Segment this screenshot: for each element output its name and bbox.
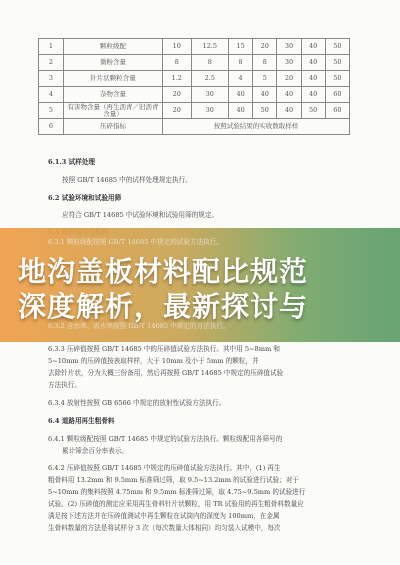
table-cell: 40 — [229, 87, 253, 103]
table-cell: 8 — [253, 55, 277, 71]
table-cell: 60 — [325, 103, 349, 119]
table-cell: 30 — [277, 39, 301, 55]
text-line: 6.4.2 压碎值按照 GB/T 14685 中规定的压碎值试验方法执行。其中，(1) 再生 — [48, 464, 281, 472]
text-line: 累计筛余百分率表示。 — [62, 447, 128, 455]
table-cell: 20 — [163, 87, 192, 103]
table-cell: 40 — [301, 55, 325, 71]
table-cell: 40 — [301, 87, 325, 103]
table-cell: 40 — [277, 103, 301, 119]
table-cell: 50 — [325, 39, 349, 55]
table-cell: 20 — [277, 71, 301, 87]
table-cell: 40 — [277, 87, 301, 103]
text-line: 6.3.3 压碎值按照 GB/T 14685 中的压碎值试验方法执行。其中用 5~8mm 和 — [48, 345, 280, 353]
text-line: 6.4 道路用再生粗骨料 — [48, 417, 115, 425]
table-cell: 30 — [191, 87, 228, 103]
table-row — [39, 55, 350, 71]
text-line: 应符合 GB/T 14685 中试验环境和试验用筛的规定。 — [62, 211, 219, 219]
table-cell: 40 — [253, 87, 277, 103]
row-item-name: 杂物含量 — [64, 87, 163, 103]
table-cell: 1.2 — [163, 71, 192, 87]
table-cell: 40 — [301, 71, 325, 87]
text-line: 生骨料数量的方法是将试样分 3 次（每次数量大体相同）均匀装入试模中，每次 — [48, 524, 281, 532]
table-cell: 4 — [229, 71, 253, 87]
table-cell: 50 — [325, 55, 349, 71]
text-line: 试验。(2) 压碎值的测定应采用再生骨料针片状颗粒，用 TR 试验用的再生粗骨料数量应 — [48, 500, 304, 508]
table-cell: 40 — [301, 39, 325, 55]
row-index: 4 — [39, 87, 64, 103]
table-cell: 15 — [229, 39, 253, 55]
row-index: 6 — [39, 119, 64, 135]
table-cell: 30 — [277, 55, 301, 71]
table-cell: 50 — [301, 103, 325, 119]
row-index: 5 — [39, 103, 64, 119]
banner-background-text: 6.3.2 含水率、吸水率按照 GB/T 14685 中规定的方法执行。 — [48, 322, 230, 330]
text-line: 6.4.1 颗粒级配按照 GB/T 14685 中规定的试验方法执行。颗粒级配用各筛号的 — [48, 435, 283, 443]
text-line: 6.1.3 试样处理 — [48, 158, 96, 166]
table-cell: 50 — [325, 71, 349, 87]
row-item-name: 压碎指标 — [64, 119, 163, 135]
table-cell: 8 — [191, 55, 228, 71]
table-cell: 8 — [163, 55, 192, 71]
text-line: 粗骨料用 13.2mm 和 9.5mm 标准筛过筛，取 9.5~13.2mm 的试验进行试验；对于 — [48, 476, 300, 484]
text-line: 方法执行。 — [48, 381, 81, 389]
row-item-name: 针片状颗粒含量 — [64, 71, 163, 87]
text-line: 按照 GB/T 14685 中的试样处理规定执行。 — [62, 176, 192, 184]
text-line: 5~10mm 的压碎值按表取样样，大于 10mm 及小于 5mm 的颗粒，并 — [48, 357, 259, 365]
row-item-name: 颗粒级配 — [64, 39, 163, 55]
table-cell: 按照试验结果的实收数取样样 — [163, 119, 350, 135]
text-line: 满足按下述方法并在压碎值测试中再生颗粒在试筒内的深度为 100mm，在金属 — [48, 512, 280, 520]
table-cell: 20 — [163, 103, 192, 119]
text-line: 5~10mm 的集料按照 4.75mm 和 9.5mm 标准筛过筛，取 4.75~9.5mm 的试验进行 — [48, 488, 306, 496]
table-cell: 12.5 — [191, 39, 228, 55]
table-cell: 50 — [253, 103, 277, 119]
table-cell: 30 — [191, 103, 228, 119]
row-item-name: 有害物含量（再生沥青／旧沥青含量） — [64, 103, 163, 119]
row-item-name: 微粉含量 — [64, 55, 163, 71]
text-line: 6.3.4 放射性按照 GB 6566 中规定的放射性试验方法执行。 — [48, 399, 226, 407]
table-row — [39, 103, 350, 119]
table-cell: 8 — [229, 55, 253, 71]
table-cell: 40 — [229, 103, 253, 119]
table-row — [39, 71, 350, 87]
table-cell: 5 — [253, 71, 277, 87]
row-index: 1 — [39, 39, 64, 55]
table-row — [39, 87, 350, 103]
row-index: 2 — [39, 55, 64, 71]
table-cell: 10 — [163, 39, 192, 55]
text-line: 6.2 试验环境和试验用筛 — [48, 194, 122, 202]
text-line: 去除针片状，分为大概三份备用，然后再按照 GB/T 14685 中规定的压碎值试验 — [48, 369, 284, 377]
spec-table — [38, 38, 350, 135]
table-row — [39, 39, 350, 55]
banner-background-text: 6.3.1 颗粒级配按照 GB/T 14685 中规定的试验方法执行。 — [48, 238, 223, 246]
table-row — [39, 119, 350, 135]
table-cell: 2.5 — [191, 71, 228, 87]
table-cell: 20 — [253, 39, 277, 55]
headline-line-2: 深度解析，最新探讨与 — [18, 290, 309, 323]
headline-line-1: 地沟盖板材料配比规范 — [18, 255, 309, 288]
table-cell: 60 — [325, 87, 349, 103]
row-index: 3 — [39, 71, 64, 87]
